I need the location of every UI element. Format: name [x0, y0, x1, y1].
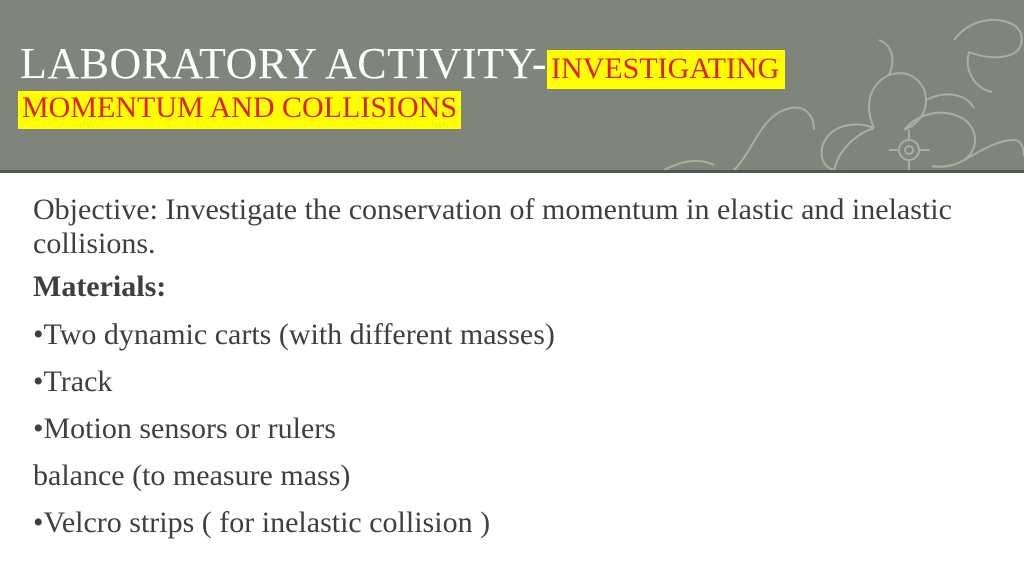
title-highlight-momentum: MOMENTUM AND COLLISIONS	[18, 91, 461, 129]
objective-text: Objective: Investigate the conservation of momentum in elastic and inelastic collisions.	[33, 193, 952, 260]
list-item: balance (to measure mass)	[33, 459, 351, 492]
header-divider	[0, 170, 1024, 173]
title-main: LABORATORY ACTIVITY-	[20, 39, 548, 88]
list-item: •Motion sensors or rulers	[33, 412, 336, 445]
list-item: •Velcro strips ( for inelastic collision )	[33, 506, 491, 539]
list-item: •Track	[33, 365, 113, 398]
materials-heading: Materials:	[33, 270, 167, 303]
title-second-line	[18, 91, 461, 129]
list-item: •Two dynamic carts (with different masses)	[33, 318, 555, 351]
slide-body	[33, 193, 993, 553]
slide-title	[20, 39, 785, 88]
title-banner	[0, 0, 1024, 170]
title-highlight-investigating: INVESTIGATING	[547, 50, 785, 89]
